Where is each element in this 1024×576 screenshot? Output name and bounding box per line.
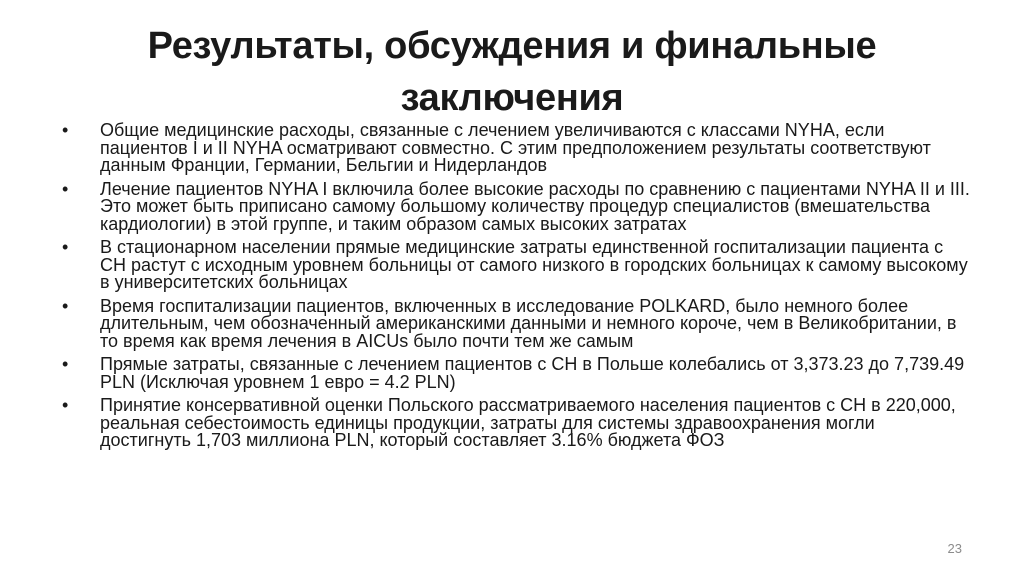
bullet-marker: • [62, 120, 69, 140]
bullet-marker: • [62, 395, 69, 415]
bullet-list [60, 122, 970, 456]
bullet-item [60, 239, 970, 292]
bullet-text: Прямые затраты, связанные с лечением пациентов с СН в Польше колебались от 3,373.23 до 7,739.49 PLN (Исключая уровнем 1 евро = 4.2 PLN) [100, 354, 965, 392]
bullet-item [60, 178, 970, 234]
bullet-item [60, 397, 970, 450]
bullet-text: Общие медицинские расходы, связанные с лечением увеличиваются с классами NYHA, если пациентов I и II NYHA осматривают совместно. С этим предположением результаты соответствуют данным Франции, Германии, Бельгии и Нидерландов [100, 120, 931, 175]
bullet-marker: • [62, 354, 69, 374]
bullet-text: Принятие консервативной оценки Польского рассматриваемого населения пациентов с СН в 220,000, реальная себестоимость единицы продукции, затраты для системы здравоохранения могли достигнуть 1,703 миллиона PLN, который составляет 3.16% бюджета ФОЗ [100, 395, 956, 450]
bullet-marker: • [62, 237, 69, 257]
slide-title: Результаты, обсуждения и финальные заключения [147, 25, 877, 119]
bullet-item [60, 356, 970, 391]
bullet-item [60, 295, 970, 351]
bullet-text: Лечение пациентов NYHA I включила более высокие расходы по сравнению с пациентами NYHA II и III. Это может быть приписано самому большому количеству процедур специалистов (вмешательства кардиологии) в этой группе, и таким образом самых высоких затратах [100, 178, 970, 234]
bullet-text: В стационарном населении прямые медицинские затраты единственной госпитализации пациента с СН растут с исходным уровнем больницы от самого низкого в городских больницах к самому высокому в университетских больницах [100, 237, 968, 292]
bullet-item [60, 122, 970, 175]
page-number: 23 [947, 541, 962, 556]
bullet-text: Время госпитализации пациентов, включенных в исследование POLKARD, было немного более длительным, чем обозначенный американскими данными и немного короче, чем в Великобритании, в то время как время лечения в AICUs было почти тем же самым [100, 295, 957, 351]
bullet-marker: • [62, 295, 69, 316]
bullet-marker: • [62, 178, 69, 199]
